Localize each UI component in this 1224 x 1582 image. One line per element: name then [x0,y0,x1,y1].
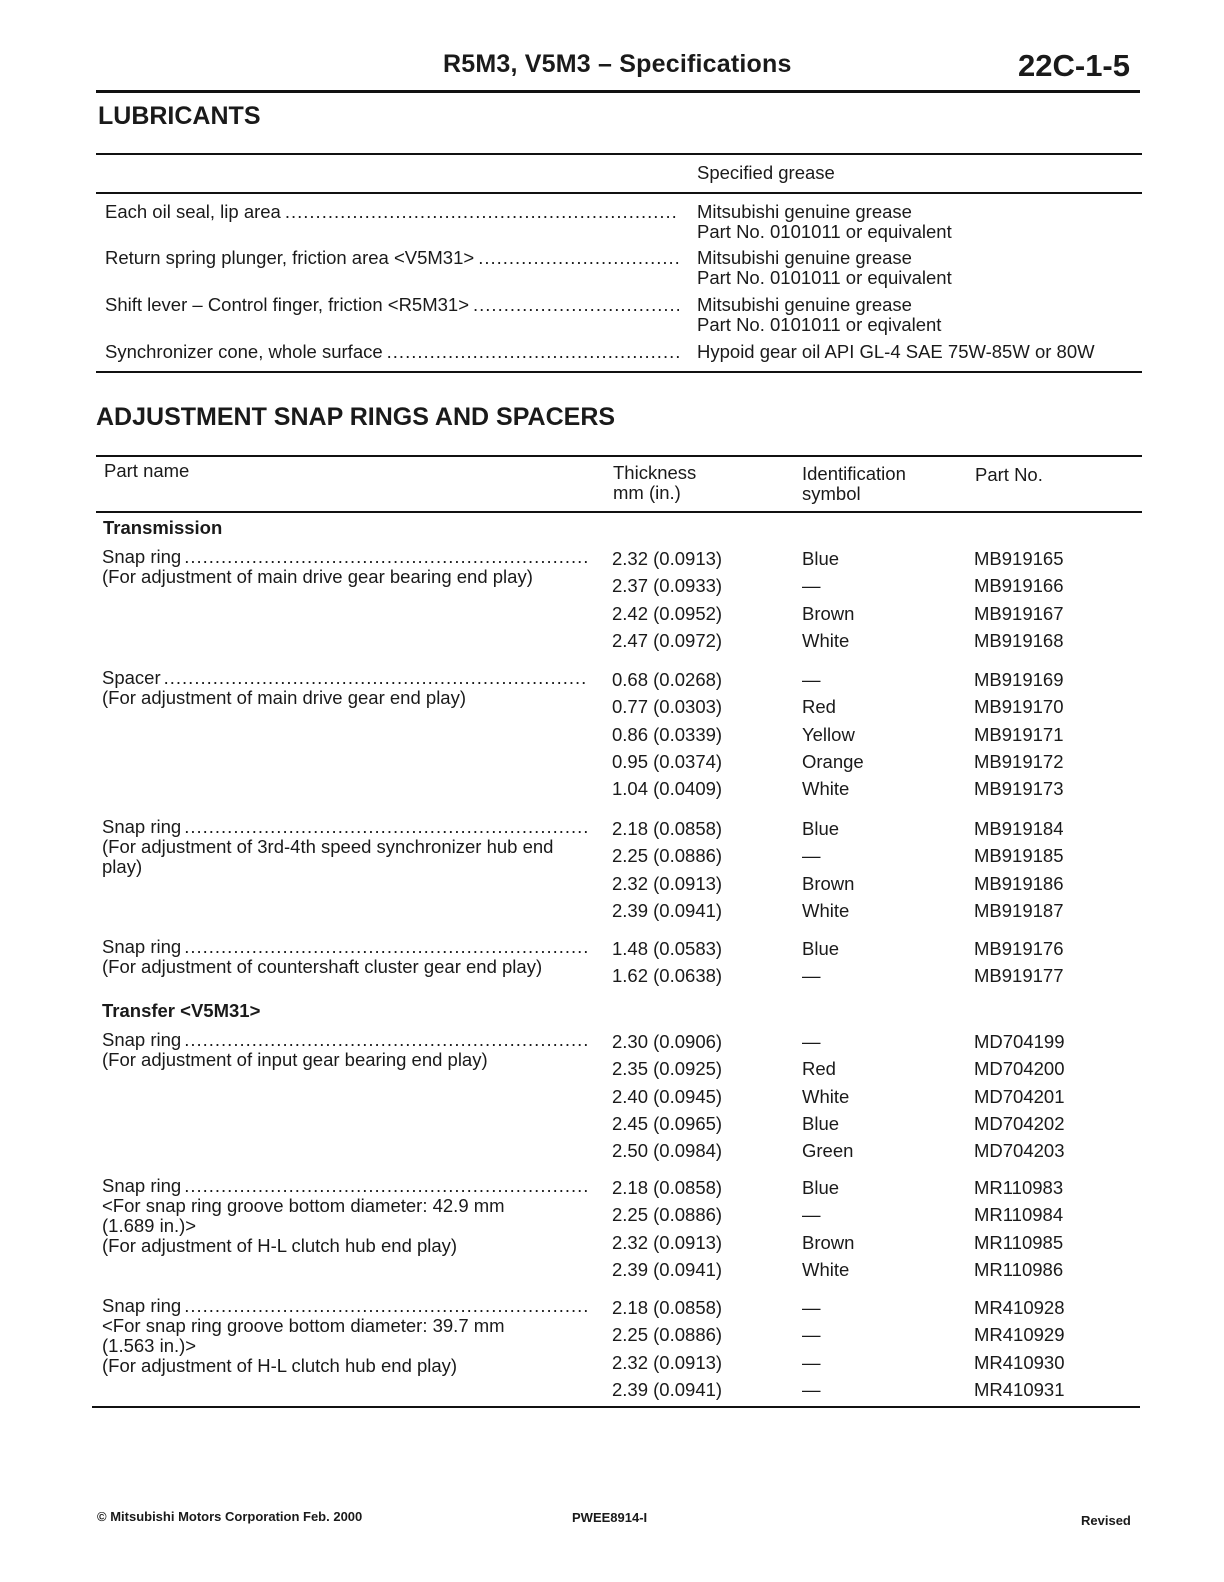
identification-cell: Red [802,1058,836,1080]
part-number-cell: MB919167 [974,602,1064,624]
part-number-cell: MB919172 [974,750,1064,772]
thickness-cell: 1.62 (0.0638) [612,965,723,987]
thickness-cell: 0.77 (0.0303) [612,696,723,718]
column-header-identification: Identification symbol [802,463,906,504]
identification-cell: White [802,1258,850,1280]
part-number-cell: MB919185 [974,845,1064,867]
lubricants-header-rule [96,192,1142,194]
lubricant-row [105,202,1145,250]
thickness-cell: 1.04 (0.0409) [612,778,723,800]
dot-leader [184,817,588,837]
part-name: Snap ring [102,816,182,837]
thickness-cell: 2.50 (0.0984) [612,1140,723,1162]
footer-status: Revised [1081,1513,1131,1528]
thickness-cell: 2.30 (0.0906) [612,1031,723,1052]
part-number-cell: MB919169 [974,669,1064,690]
thickness-cell: 2.18 (0.0858) [612,818,723,839]
part-note: (For adjustment of input gear bearing end play) [102,1049,488,1070]
part-number-cell: MB919165 [974,548,1064,569]
part-number-cell: MR110983 [974,1177,1064,1198]
identification-cell: — [802,1324,821,1346]
section-transfer: Transfer <V5M31> [102,1000,261,1021]
lubricants-top-rule [96,153,1142,155]
identification-cell: Blue [802,1177,840,1198]
identification-cell: Blue [802,548,840,569]
page-title: R5M3, V5M3 – Specifications [443,50,792,78]
part-number-cell: MR110984 [974,1204,1064,1226]
identification-cell: Yellow [802,723,855,745]
lubricant-item: Shift lever – Control finger, friction <R5M31> [105,295,470,315]
thickness-cell: 2.42 (0.0952) [612,602,723,624]
identification-cell: — [802,1297,821,1318]
lubricant-spec-part: Part No. 0101011 or equivalent [697,267,952,288]
page-number: 22C-1-5 [1018,48,1130,83]
identification-cell: White [802,899,850,921]
lubricant-item: Return spring plunger, friction area <V5M31> [105,248,475,268]
lubricants-title: LUBRICANTS [98,102,261,130]
lubricant-spec: Mitsubishi genuine grease [697,294,912,315]
lubricant-spec: Mitsubishi genuine grease [697,247,912,268]
part-number-cell: MB919177 [974,965,1064,987]
part-note: (For adjustment of main drive gear end play) [102,687,467,708]
part-name: Snap ring [102,1295,182,1316]
part-number-cell: MB919173 [974,778,1064,800]
part-number-cell: MR110985 [974,1231,1064,1253]
part-name: Snap ring [102,546,182,567]
column-header-part-name: Part name [104,460,190,481]
part-number-cell: MB919168 [974,629,1064,651]
dot-leader [387,342,679,362]
part-number-cell: MR410929 [974,1324,1065,1346]
thickness-cell: 2.37 (0.0933) [612,575,723,597]
identification-cell: Green [802,1140,854,1162]
identification-cell: — [802,1031,821,1052]
identification-cell: White [802,778,850,800]
part-number-cell: MB919187 [974,899,1064,921]
part-number-cell: MD704202 [974,1112,1065,1134]
identification-cell: Brown [802,602,855,624]
thickness-cell: 2.18 (0.0858) [612,1297,723,1318]
footer-copyright: © Mitsubishi Motors Corporation Feb. 2000 [97,1509,363,1524]
part-number-cell: MD704201 [974,1085,1065,1107]
thickness-cell: 2.32 (0.0913) [612,548,723,569]
dot-leader [184,937,588,957]
part-note: (For adjustment of 3rd-4th speed synchronizer hub end play) [102,836,554,877]
part-name: Snap ring [102,936,182,957]
snap-rings-header-rule [96,511,1142,513]
section-transmission: Transmission [103,517,223,538]
lubricants-column-header: Specified grease [697,162,835,183]
identification-cell: Blue [802,938,840,959]
part-number-cell: MB919166 [974,575,1064,597]
part-note: (For adjustment of countershaft cluster gear end play) [102,956,543,977]
footer-doc-code: PWEE8914-I [572,1510,648,1525]
thickness-cell: 2.32 (0.0913) [612,872,723,894]
thickness-cell: 2.32 (0.0913) [612,1231,723,1253]
part-number-cell: MB919176 [974,938,1064,959]
identification-cell: — [802,965,821,987]
identification-cell: Red [802,696,836,718]
part-number-cell: MD704199 [974,1031,1065,1052]
dot-leader [473,295,679,315]
identification-cell: — [802,1204,821,1226]
lubricant-spec: Mitsubishi genuine grease [697,201,912,222]
lubricant-row [105,295,1145,343]
identification-cell: Brown [802,1231,855,1253]
identification-cell: — [802,575,821,597]
thickness-cell: 2.39 (0.0941) [612,1378,723,1400]
dot-leader [184,1176,588,1196]
lubricant-row [105,248,1145,296]
lubricant-spec-part: Part No. 0101011 or equivalent [697,221,952,242]
part-number-cell: MD704200 [974,1058,1065,1080]
lubricant-spec-part: Part No. 0101011 or eqivalent [697,314,942,335]
dot-leader [478,248,679,268]
identification-cell: Orange [802,750,864,772]
part-number-cell: MB919170 [974,696,1064,718]
part-number-cell: MB919184 [974,818,1064,839]
lubricants-bottom-rule [96,371,1142,373]
identification-cell: Brown [802,872,855,894]
part-number-cell: MR410928 [974,1297,1065,1318]
dot-leader [184,547,588,567]
thickness-cell: 2.32 (0.0913) [612,1351,723,1373]
lubricant-item: Each oil seal, lip area [105,202,281,222]
snap-rings-top-rule [96,455,1142,457]
part-number-cell: MB919186 [974,872,1064,894]
part-number-cell: MD704203 [974,1140,1065,1162]
identification-cell: Blue [802,1112,840,1134]
thickness-cell: 0.95 (0.0374) [612,750,723,772]
header-rule [96,90,1140,93]
column-header-part-no: Part No. [975,464,1043,485]
part-name: Snap ring [102,1029,182,1050]
thickness-cell: 2.18 (0.0858) [612,1177,723,1198]
identification-cell: — [802,845,821,867]
snap-rings-title: ADJUSTMENT SNAP RINGS AND SPACERS [96,403,616,431]
part-name: Snap ring [102,1175,182,1196]
part-number-cell: MR410930 [974,1351,1065,1373]
thickness-cell: 2.45 (0.0965) [612,1112,723,1134]
thickness-cell: 2.25 (0.0886) [612,1204,723,1226]
part-note: (For adjustment of main drive gear bearing end play) [102,566,533,587]
thickness-cell: 2.39 (0.0941) [612,1258,723,1280]
identification-cell: — [802,669,821,690]
thickness-cell: 2.25 (0.0886) [612,1324,723,1346]
part-number-cell: MR410931 [974,1378,1065,1400]
part-number-cell: MR110986 [974,1258,1064,1280]
part-note: <For snap ring groove bottom diameter: 42.9 mm (1.689 in.)> (For adjustment of H-L clutch hub end play) [102,1195,505,1256]
dot-leader [184,1030,588,1050]
dot-leader [285,202,679,222]
part-number-cell: MB919171 [974,723,1064,745]
lubricant-row [105,342,1145,390]
identification-cell: Blue [802,818,840,839]
identification-cell: — [802,1378,821,1400]
thickness-cell: 1.48 (0.0583) [612,938,723,959]
thickness-cell: 2.47 (0.0972) [612,629,723,651]
identification-cell: White [802,629,850,651]
identification-cell: — [802,1351,821,1373]
part-note: <For snap ring groove bottom diameter: 39.7 mm (1.563 in.)> (For adjustment of H-L clutch hub end play) [102,1315,505,1376]
lubricant-item: Synchronizer cone, whole surface [105,342,383,362]
thickness-cell: 0.68 (0.0268) [612,669,723,690]
part-name: Spacer [102,667,161,688]
dot-leader [164,668,588,688]
dot-leader [184,1296,588,1316]
thickness-cell: 0.86 (0.0339) [612,723,723,745]
thickness-cell: 2.35 (0.0925) [612,1058,723,1080]
snap-rings-bottom-rule [92,1406,1140,1408]
identification-cell: White [802,1085,850,1107]
column-header-thickness: Thickness mm (in.) [613,462,697,503]
thickness-cell: 2.39 (0.0941) [612,899,723,921]
lubricant-spec: Hypoid gear oil API GL-4 SAE 75W-85W or 80W [697,341,1095,362]
thickness-cell: 2.25 (0.0886) [612,845,723,867]
thickness-cell: 2.40 (0.0945) [612,1085,723,1107]
